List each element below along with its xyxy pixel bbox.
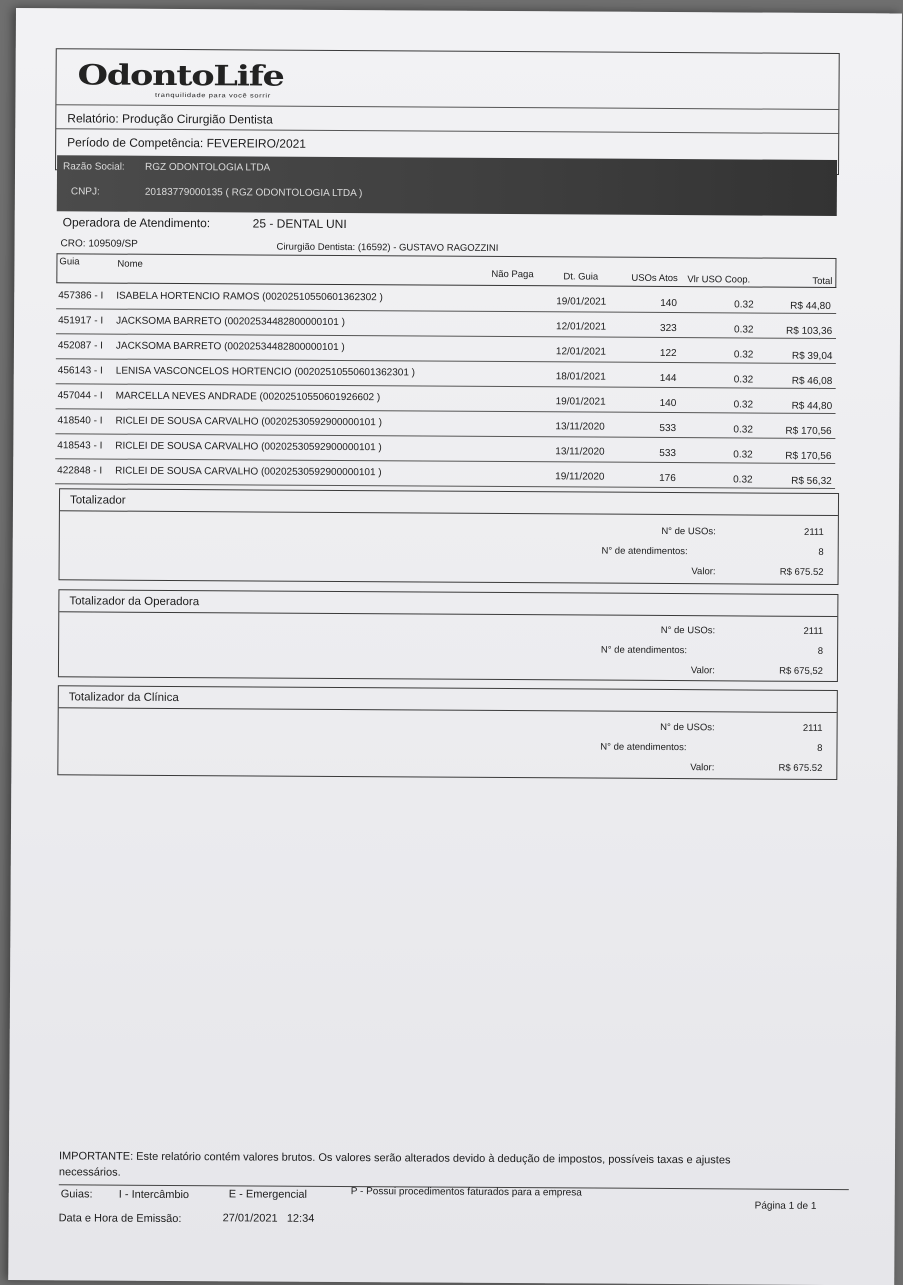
col-nome: Nome	[117, 258, 143, 270]
row-usos: 533	[659, 447, 677, 460]
totalizador-title: Totalizador	[60, 489, 838, 516]
valor-value: R$ 675,52	[779, 665, 823, 677]
usos-value: 2111	[804, 526, 824, 538]
valor-label: Valor:	[690, 762, 715, 774]
row-dt: 19/11/2020	[555, 471, 605, 483]
legend-intercambio: I - Intercâmbio	[118, 1188, 190, 1202]
row-usos: 144	[659, 372, 677, 385]
row-guia: 457386 - I	[58, 290, 104, 302]
row-nome: ISABELA HORTENCIO RAMOS (00202510550601362302 )	[116, 290, 383, 304]
cirurgiao-line: Cirurgião Dentista: (16592) - GUSTAVO RAGOZZINI	[276, 241, 499, 254]
logo-tagline: tranquilidade para você sorrir	[154, 92, 271, 100]
legend-emergencial: E - Emergencial	[228, 1188, 308, 1201]
row-dt: 13/11/2020	[555, 446, 605, 458]
razao-value: RGZ ODONTOLOGIA LTDA	[144, 161, 271, 174]
row-total: R$ 44,80	[791, 400, 833, 412]
cnpj-value: 20183779000135 ( RGZ ODONTOLOGIA LTDA )	[144, 186, 363, 200]
row-guia: 418540 - I	[57, 415, 103, 427]
razao-label: Razão Social:	[62, 161, 125, 173]
page-number: Página 1 de 1	[754, 1200, 817, 1212]
atendimentos-label: N° de atendimentos:	[600, 644, 688, 657]
row-guia: 457044 - I	[57, 390, 103, 402]
guias-label: Guias:	[60, 1188, 93, 1201]
report-paper	[8, 8, 902, 1285]
col-guia: Guia	[59, 256, 80, 268]
usos-value: 2111	[803, 625, 824, 637]
row-vlr: 0.32	[733, 349, 754, 361]
periodo-line	[67, 135, 306, 150]
importante-note: IMPORTANTE: Este relatório contém valores brutos. Os valores serão alterados devido à dedução de impostos, possíveis taxas e ajustes	[58, 1150, 731, 1167]
emissao-value: 27/01/2021 12:34	[222, 1212, 315, 1225]
row-guia: 451917 - I	[58, 315, 104, 327]
totalizador-clinica-title: Totalizador da Clínica	[59, 686, 837, 713]
row-dt: 18/01/2021	[555, 371, 606, 383]
row-dt: 12/01/2021	[556, 321, 607, 333]
company-bar	[57, 155, 837, 216]
logo-text: OdontoLife	[77, 58, 284, 93]
cnpj-label: CNPJ:	[70, 186, 100, 198]
row-total: R$ 56,32	[791, 475, 832, 487]
row-usos: 533	[659, 422, 677, 435]
necessarios-note: necessários.	[58, 1166, 121, 1179]
row-nome: LENISA VASCONCELOS HORTENCIO (00202510550601362301 )	[115, 365, 416, 379]
row-dt: 13/11/2020	[555, 421, 605, 433]
row-dt: 19/01/2021	[555, 396, 606, 408]
atendimentos-label: N° de atendimentos:	[600, 741, 687, 754]
table-row	[55, 458, 835, 489]
legend-procedimentos: P - Possui procedimentos faturados para a empresa	[350, 1186, 582, 1199]
operadora-value: 25 - DENTAL UNI	[252, 216, 347, 232]
row-usos: 140	[659, 397, 677, 410]
row-nome: RICLEI DE SOUSA CARVALHO (00202530592900000101 )	[115, 465, 382, 479]
row-usos: 323	[660, 322, 677, 335]
row-vlr: 0.32	[733, 424, 753, 436]
periodo-label: Período de Competência:	[67, 135, 204, 151]
row-nome: RICLEI DE SOUSA CARVALHO (00202530592900000101 )	[115, 415, 382, 429]
row-total: R$ 103,36	[786, 325, 833, 337]
row-vlr: 0.32	[734, 299, 754, 311]
col-nao-paga: Não Paga	[491, 268, 534, 281]
valor-label: Valor:	[690, 665, 715, 677]
row-vlr: 0.32	[734, 324, 754, 336]
emissao-label: Data e Hora de Emissão:	[58, 1212, 182, 1226]
row-total: R$ 44,80	[790, 300, 831, 312]
row-guia: 456143 - I	[57, 365, 103, 377]
operadora-label: Operadora de Atendimento:	[62, 215, 211, 231]
row-guia: 452087 - I	[57, 340, 104, 352]
periodo-value: FEVEREIRO/2021	[206, 136, 307, 151]
usos-label: N° de USOs:	[660, 624, 716, 637]
usos-label: N° de USOs:	[661, 525, 716, 538]
row-usos: 140	[660, 297, 677, 310]
row-total: R$ 170,56	[785, 450, 832, 462]
row-nome: RICLEI DE SOUSA CARVALHO (00202530592900000101 )	[115, 440, 382, 454]
cro-line	[61, 238, 138, 249]
row-vlr: 0.32	[733, 399, 754, 411]
totalizador-box	[59, 488, 840, 585]
row-nome: JACKSOMA BARRETO (00202534482800000101 )	[115, 340, 345, 354]
atendimentos-value: 8	[817, 645, 824, 657]
row-guia: 422848 - I	[57, 465, 103, 477]
totalizador-operadora-title: Totalizador da Operadora	[59, 590, 837, 617]
row-nome: MARCELLA NEVES ANDRADE (00202510550601926602 )	[115, 390, 381, 404]
row-dt: 12/01/2021	[555, 346, 607, 358]
row-vlr: 0.32	[733, 449, 753, 461]
row-dt: 19/01/2021	[556, 296, 607, 308]
usos-value: 2111	[802, 722, 823, 734]
row-guia: 418543 - I	[57, 440, 103, 452]
cro-label: CRO:	[60, 238, 86, 250]
row-total: R$ 46,08	[791, 375, 833, 387]
valor-value: R$ 675.52	[779, 566, 824, 578]
table-header	[56, 253, 836, 288]
col-total: Total	[812, 275, 833, 287]
row-vlr: 0.32	[733, 374, 754, 386]
atendimentos-label: N° de atendimentos:	[601, 545, 688, 558]
relatorio-label: Relatório:	[67, 111, 119, 126]
atendimentos-value: 8	[817, 742, 823, 754]
totalizador-operadora-box	[58, 589, 839, 682]
col-dt-guia: Dt. Guia	[563, 271, 599, 283]
valor-label: Valor:	[691, 566, 716, 578]
col-vlr-uso: Vlr USO Coop.	[687, 274, 751, 286]
row-usos: 122	[659, 347, 677, 360]
totalizador-clinica-box	[57, 685, 838, 780]
odontolife-logo	[77, 58, 284, 100]
relatorio-line	[67, 111, 273, 126]
valor-value: R$ 675.52	[778, 762, 823, 774]
row-vlr: 0.32	[733, 474, 753, 486]
row-total: R$ 39,04	[791, 350, 833, 362]
row-total: R$ 170,56	[785, 425, 832, 437]
relatorio-value: Produção Cirurgião Dentista	[121, 111, 273, 127]
usos-label: N° de USOs:	[660, 721, 715, 734]
atendimentos-value: 8	[818, 546, 824, 558]
col-usos: USOs Atos	[631, 272, 678, 285]
row-usos: 176	[659, 472, 676, 485]
cro-value: 109509/SP	[88, 238, 138, 250]
row-nome: JACKSOMA BARRETO (00202534482800000101 )	[116, 315, 345, 329]
